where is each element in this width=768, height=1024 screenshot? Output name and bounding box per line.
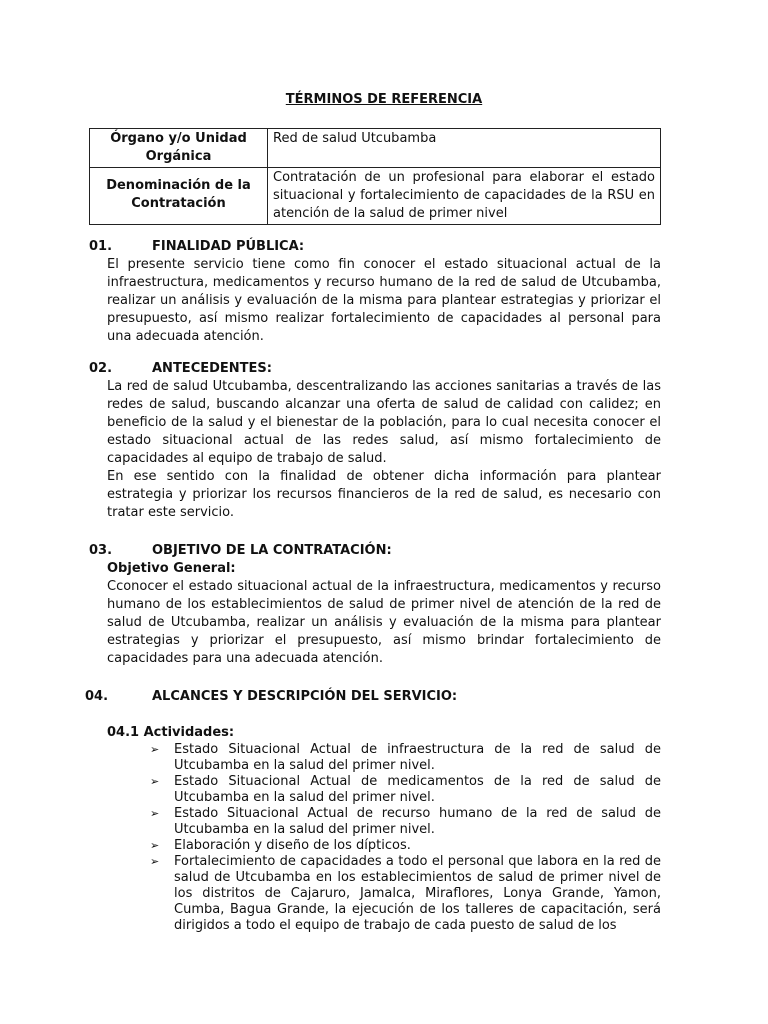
arrow-bullet-icon: ➢ [150, 839, 160, 852]
section-finalidad [89, 238, 661, 256]
section-alcances [85, 688, 661, 706]
list-item-text: Fortalecimiento de capacidades a todo el personal que labora en la red de salud de Utcubamba en los establecimientos de salud de primer nivel de los distritos de Cajaruro, Jamalca, Miraflores, Lonya Grande, Yamon, Cumba, Bagua Grande, la ejecución de los talleres de capacitación, será dirigidos a todo el equipo de trabajo de cada puesto de salud de los [174, 854, 661, 933]
arrow-bullet-icon: ➢ [150, 743, 160, 756]
antecedentes-text-2: En ese sentido con la finalidad de obtener dicha información para plantear estrategia y priorizar los recursos financieros de la red de salud, es necesario con tratar este servicio. [107, 469, 661, 520]
actividades-subtitle: 04.1 Actividades: [107, 725, 235, 740]
list-item-text: Estado Situacional Actual de infraestructura de la red de salud de Utcubamba en la salud del primer nivel. [174, 742, 661, 773]
table-row [90, 129, 661, 168]
section-heading [89, 360, 661, 378]
table-value-denominacion: Contratación de un profesional para elaborar el estado situacional y fortalecimiento de capacidades de la RSU en atención de la salud de primer nivel [268, 168, 661, 225]
section-antecedentes [89, 360, 661, 378]
section-heading [89, 238, 661, 256]
list-item-text: Estado Situacional Actual de medicamentos de la red de salud de Utcubamba en la salud del primer nivel. [174, 774, 661, 805]
section-title: ANTECEDENTES: [152, 361, 272, 376]
list-item [150, 774, 661, 806]
objetivo-text: Cconocer el estado situacional actual de la infraestructura, medicamentos y recurso humano de los establecimientos de salud de primer nivel de atención de la red de salud de Utcubamba, realizar un análisis y evaluación de la misma para plantear estrategias y priorizar el presupuesto, así mismo brindar fortalecimiento de capacidades para una adecuada atención. [107, 579, 661, 666]
list-item-text: Elaboración y diseño de los dípticos. [174, 838, 411, 853]
section-heading [89, 542, 661, 560]
objetivo-general-subtitle: Objetivo General: [107, 561, 236, 576]
section-objetivo [89, 542, 661, 560]
list-item [150, 806, 661, 838]
arrow-bullet-icon: ➢ [150, 807, 160, 820]
table-label-organo: Órgano y/o Unidad Orgánica [90, 129, 268, 168]
finalidad-text: El presente servicio tiene como fin conocer el estado situacional actual de la infraestructura, medicamentos y recurso humano de la red de salud de Utcubamba, realizar un análisis y evaluación de la misma para plantear estrategias y priorizar el presupuesto, así mismo realizar fortalecimiento de capacidades al personal para una adecuada atención. [107, 257, 661, 344]
info-table [89, 128, 661, 225]
section-heading [85, 688, 661, 706]
table-value-organo: Red de salud Utcubamba [268, 129, 661, 168]
activities-list [150, 742, 661, 934]
document-title: TÉRMINOS DE REFERENCIA [285, 92, 483, 107]
section-number: 02. [89, 361, 113, 376]
section-number: 04. [85, 689, 109, 704]
antecedentes-text-1: La red de salud Utcubamba, descentralizando las acciones sanitarias a través de las redes de salud, buscando alcanzar una oferta de salud de calidad con calidez; en beneficio de la salud y el bienestar de la población, para lo cual necesita conocer el estado situacional actual de las redes salud, así mismo fortalecimiento de capacidades al equipo de trabajo de salud. [107, 379, 661, 466]
list-item [150, 838, 661, 854]
section-title: FINALIDAD PÚBLICA: [152, 239, 305, 254]
section-title: OBJETIVO DE LA CONTRATACIÓN: [152, 543, 392, 558]
section-number: 01. [89, 239, 113, 254]
table-row [90, 168, 661, 225]
table-label-denominacion: Denominación de la Contratación [90, 168, 268, 225]
list-item-text: Estado Situacional Actual de recurso humano de la red de salud de Utcubamba en la salud del primer nivel. [174, 806, 661, 837]
section-number: 03. [89, 543, 113, 558]
section-title: ALCANCES Y DESCRIPCIÓN DEL SERVICIO: [152, 689, 458, 704]
arrow-bullet-icon: ➢ [150, 855, 160, 868]
list-item [150, 742, 661, 774]
arrow-bullet-icon: ➢ [150, 775, 160, 788]
list-item [150, 854, 661, 934]
